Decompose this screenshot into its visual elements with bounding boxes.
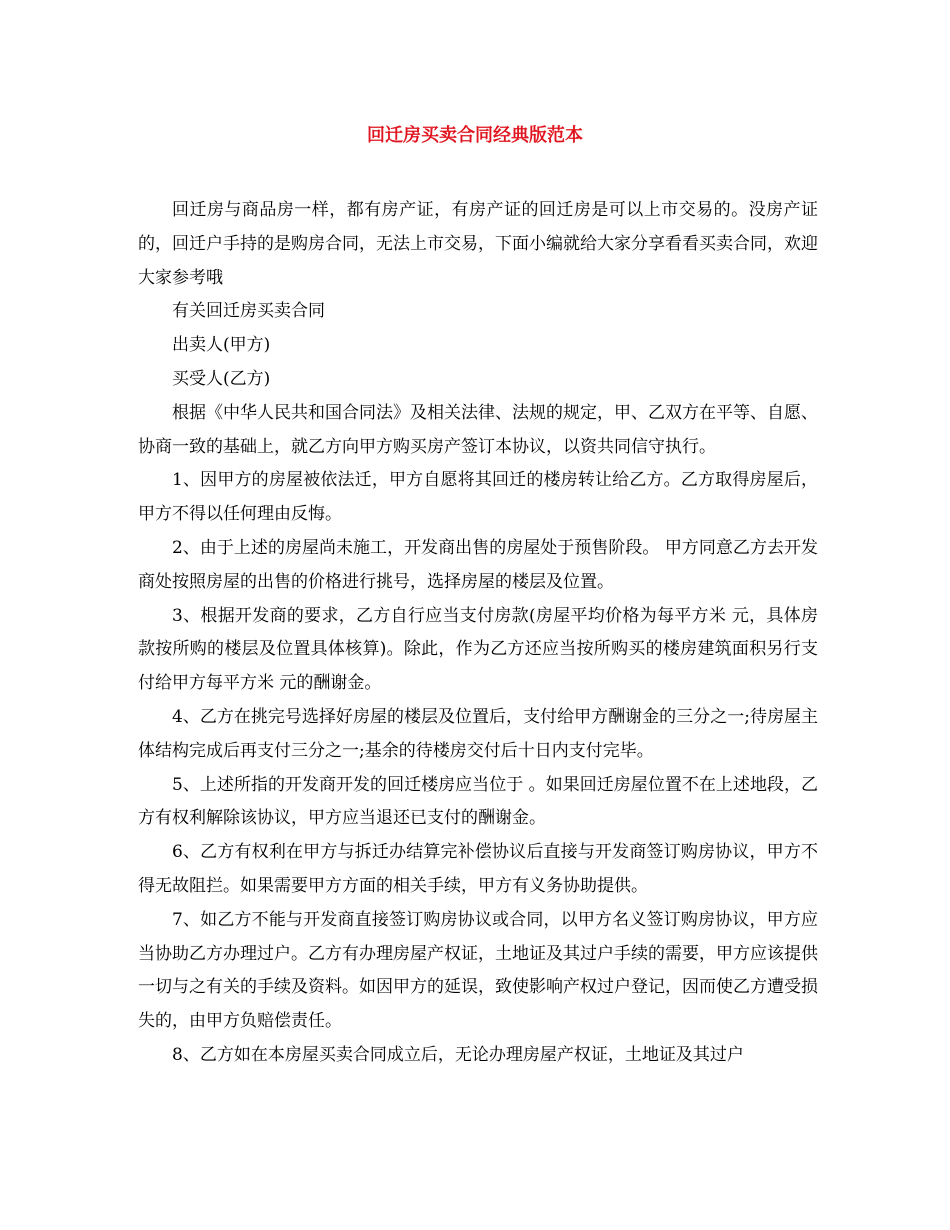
paragraph-clause-2: 2、由于上述的房屋尚未施工，开发商出售的房屋处于预售阶段。 甲方同意乙方去开发商处按照房屋的出售的价格进行挑号，选择房屋的楼层及位置。 (138, 537, 818, 592)
paragraph-buyer: 买受人(乙方) (172, 368, 271, 389)
paragraph-clause-8: 8、乙方如在本房屋买卖合同成立后，无论办理房屋产权证，土地证及其过户 (172, 1044, 744, 1065)
paragraph-heading: 有关回迁房买卖合同 (172, 301, 325, 322)
document-body (138, 194, 818, 1073)
paragraph-seller: 出卖人(甲方) (172, 335, 271, 356)
paragraph-clause-3: 3、根据开发商的要求，乙方自行应当支付房款(房屋平均价格为每平方米 元，具体房款按所购的楼层及位置具体核算)。除此，作为乙方还应当按所购买的楼房建筑面积另行支付给甲方每平方米 元的酬谢金。 (138, 605, 818, 694)
paragraph-clause-5: 5、上述所指的开发商开发的回迁楼房应当位于 。如果回迁房屋位置不在上述地段，乙方有权利解除该协议，甲方应当退还已支付的酬谢金。 (138, 774, 818, 829)
paragraph-clause-6: 6、乙方有权利在甲方与拆迁办结算完补偿协议后直接与开发商签订购房协议，甲方不得无故阻拦。如果需要甲方方面的相关手续，甲方有义务协助提供。 (138, 842, 818, 896)
paragraph-clause-1: 1、因甲方的房屋被依法迁，甲方自愿将其回迁的楼房转让给乙方。乙方取得房屋后，甲方不得以任何理由反悔。 (138, 470, 818, 525)
paragraph-intro: 回迁房与商品房一样，都有房产证，有房产证的回迁房是可以上市交易的。没房产证的，回迁户手持的是购房合同，无法上市交易，下面小编就给大家分享看看买卖合同，欢迎大家参考哦 (138, 200, 818, 288)
paragraph-clause-7: 7、如乙方不能与开发商直接签订购房协议或合同，以甲方名义签订购房协议，甲方应当协助乙方办理过户。乙方有办理房屋产权证，土地证及其过户手续的需要，甲方应该提供一切与之有关的手续及资料。如因甲方的延误，致使影响产权过户登记，因而使乙方遭受损失的，由甲方负赔偿责任。 (138, 909, 818, 1032)
paragraph-clause-4: 4、乙方在挑完号选择好房屋的楼层及位置后，支付给甲方酬谢金的三分之一;待房屋主体结构完成后再支付三分之一;基余的待楼房交付后十日内支付完毕。 (138, 706, 818, 761)
document-title: 回迁房买卖合同经典版范本 (367, 125, 583, 146)
paragraph-preamble: 根据《中华人民共和国合同法》及相关法律、法规的规定，甲、乙双方在平等、自愿、协商一致的基础上，就乙方向甲方购买房产签订本协议，以资共同信守执行。 (138, 402, 818, 457)
